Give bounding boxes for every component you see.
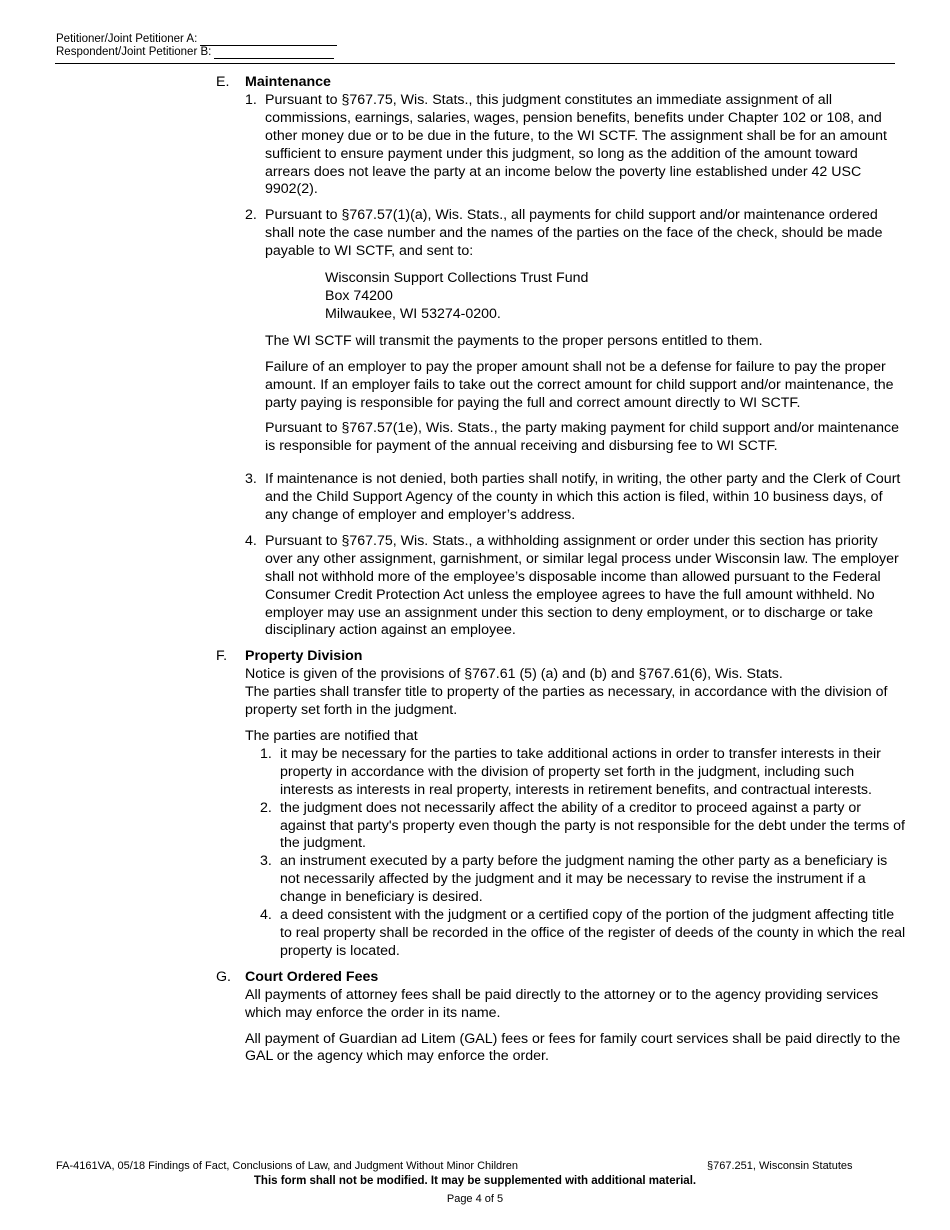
paragraph: Pursuant to §767.75, Wis. Stats., this judgment constitutes an immediate assignment of all commissions, earnings, salaries, wages, pension benefits, benefits under Chapter 102 or 108, and other money due or to be due in the future, to the WI SCTF. The assignment shall be for an amount sufficient to ensure payment under this judgment, so long as the addition of the amount toward arrears does not leave the party at an income below the poverty line established under 42 USC 9902(2). [265, 91, 887, 198]
section-title: Property Division [245, 648, 363, 665]
form-notice: This form shall not be modified. It may be supplemented with additional material. [253, 1175, 697, 1187]
paragraph: an instrument executed by a party before the judgment naming the other party as a beneficiary is not necessarily affected by the judgment and it may be necessary to revise the instrument if a change in beneficiary is desired. [280, 853, 888, 906]
list-number: 3. [245, 471, 257, 488]
list-number: 4. [260, 907, 272, 924]
list-item [260, 746, 906, 800]
list-item [245, 471, 906, 525]
list-number: 2. [245, 207, 257, 224]
page-number: Page 4 of 5 [446, 1193, 504, 1205]
header-divider [55, 63, 895, 64]
list-item [260, 800, 906, 854]
respondent-row [56, 46, 337, 59]
paragraph: it may be necessary for the parties to take additional actions in order to transfer interests in their property in accordance with the division of property set forth in the judgment, including such interests as interests in real property, interests in retirement benefits, and contractual interests. [280, 745, 881, 798]
petitioner-row [56, 33, 337, 46]
list-number: 2. [260, 799, 272, 816]
paragraph: Pursuant to §767.57(1e), Wis. Stats., the party making payment for child support and/or maintenance is responsible for payment of the annual receiving and disbursing fee to WI SCTF. [265, 420, 900, 455]
list-number: 3. [260, 853, 272, 870]
section-maintenance [216, 74, 906, 640]
section-title: Maintenance [245, 74, 331, 90]
paragraph: Pursuant to §767.75, Wis. Stats., a withholding assignment or order under this section has priority over any other assignment, garnishment, or similar legal process under Wisconsin law. The employer shall not withhold more of the employee’s disposable income than allowed pursuant to the Federal Consumer Credit Protection Act unless the employee agrees to have the full amount withheld. No employer may use an assignment under this section to deny employment, or to discharge or take disciplinary action against an employee. [265, 532, 899, 639]
list-number: 4. [245, 532, 257, 549]
notification-list [245, 746, 906, 961]
paragraph: All payment of Guardian ad Litem (GAL) fees or fees for family court services shall be paid directly to the GAL or the agency which may enforce the order. [245, 1030, 901, 1065]
petitioner-blank [200, 34, 337, 46]
section-letter: F. [216, 648, 228, 665]
section-letter: G. [216, 968, 231, 985]
paragraph: Notice is given of the provisions of §767.61 (5) (a) and (b) and §767.61(6), Wis. Stats. [245, 666, 783, 683]
paragraph: a deed consistent with the judgment or a certified copy of the portion of the judgment affecting title to real property shall be recorded in the office of the register of deeds of the county in which the real property is located. [280, 907, 906, 959]
list-number: 1. [245, 91, 257, 108]
paragraph: The parties are notified that [245, 728, 418, 744]
list-number: 1. [260, 745, 272, 762]
address-line: Wisconsin Support Collections Trust Fund [325, 270, 589, 287]
list-item [245, 533, 906, 640]
paragraph: the judgment does not necessarily affect the ability of a creditor to proceed against a party or against that party's property even though the party is not responsible for the debt under the terms of the judgment. [280, 799, 905, 852]
address-line: Box 74200 [325, 287, 393, 304]
section-property-division [216, 648, 906, 960]
mailing-address [265, 270, 906, 324]
section-court-ordered-fees [216, 969, 906, 1067]
section-letter: E. [216, 74, 230, 90]
section-title: Court Ordered Fees [245, 968, 379, 985]
respondent-blank [214, 47, 334, 59]
list-item [260, 853, 906, 907]
paragraph: Failure of an employer to pay the proper amount shall not be a defense for failure to pay the proper amount. If an employer fails to take out the correct amount for child support and/or maintenance, the party paying is responsible for paying the full and correct amount directly to WI SCTF. [265, 358, 894, 411]
document-body [216, 74, 906, 1066]
paragraph: The WI SCTF will transmit the payments to the proper persons entitled to them. [265, 332, 763, 349]
paragraph: All payments of attorney fees shall be paid directly to the attorney or to the agency providing services which may enforce the order in its name. [245, 986, 879, 1021]
respondent-label: Respondent/Joint Petitioner B: [56, 46, 212, 58]
paragraph: The parties shall transfer title to property of the parties as necessary, in accordance with the division of property set forth in the judgment. [245, 684, 888, 719]
paragraph: Pursuant to §767.57(1)(a), Wis. Stats., all payments for child support and/or maintenance ordered shall note the case number and the names of the parties on the face of the check, should be made payable to WI SCTF, and sent to: [265, 207, 883, 260]
case-header [56, 33, 337, 59]
paragraph: If maintenance is not denied, both parties shall notify, in writing, the other party and the Clerk of Court and the Child Support Agency of the county in which this action is filed, within 10 business days, of any change of employer and employer’s address. [265, 471, 901, 524]
list-item [260, 907, 906, 961]
petitioner-label: Petitioner/Joint Petitioner A: [56, 33, 198, 45]
list-item [245, 92, 906, 199]
address-line: Milwaukee, WI 53274-0200. [325, 305, 501, 322]
list-item [245, 207, 906, 456]
form-identifier: FA-4161VA, 05/18 Findings of Fact, Conclusions of Law, and Judgment Without Minor Children [56, 1160, 519, 1172]
statute-reference: §767.251, Wisconsin Statutes [707, 1160, 853, 1172]
